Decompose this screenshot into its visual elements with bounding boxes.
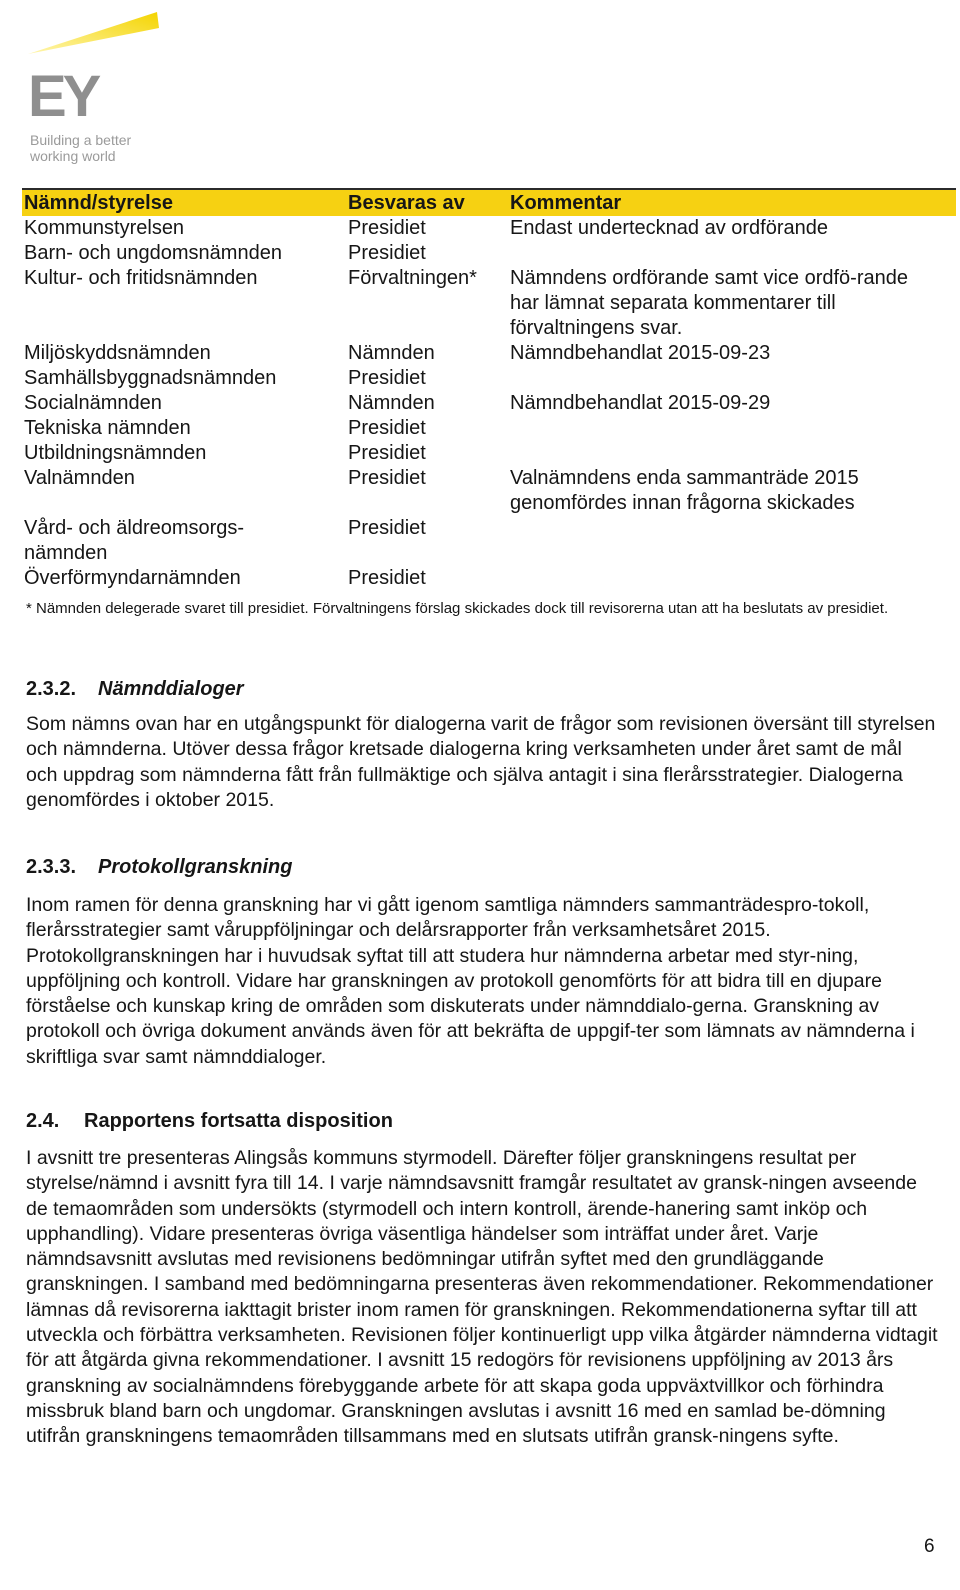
table-row — [22, 516, 956, 566]
table-row — [22, 241, 956, 266]
table-row — [22, 566, 956, 591]
table-row — [22, 341, 956, 366]
cell-kommentar: Nämndens ordförande samt vice ordfö-rande har lämnat separata kommentarer till förvaltningens svar. — [510, 267, 908, 339]
table-row — [22, 216, 956, 241]
cell-namnd: Överförmyndarnämnden — [24, 567, 241, 589]
section-number: 2.3.3. — [26, 856, 77, 878]
header-namnd: Nämnd/styrelse — [24, 192, 173, 214]
section-number: 2.3.2. — [26, 678, 77, 700]
section-title: Nämnddialoger — [98, 678, 244, 700]
cell-besvaras: Nämnden — [348, 342, 435, 364]
cell-namnd: Kultur- och fritidsnämnden — [24, 267, 258, 289]
cell-besvaras: Presidiet — [348, 242, 426, 264]
ey-logo — [22, 6, 182, 166]
table-row — [22, 466, 956, 516]
cell-namnd: Tekniska nämnden — [24, 417, 191, 439]
section-number: 2.4. — [26, 1110, 60, 1132]
cell-namnd: Socialnämnden — [24, 392, 162, 414]
header-besvaras: Besvaras av — [348, 192, 465, 214]
cell-namnd: Samhällsbyggnadsnämnden — [24, 367, 277, 389]
cell-kommentar: Endast undertecknad av ordförande — [510, 217, 828, 239]
cell-besvaras: Nämnden — [348, 392, 435, 414]
section-paragraph: I avsnitt tre presenteras Alingsås kommuns styrmodell. Därefter följer granskningens resultat per styrelse/nämnd i avsnitt fyra till 14. I varje nämndsavsnitt framgår resultatet av gransk-ningen avseende de temaområden som undersökts (styrmodell och intern kontroll, ärende-hanering samt inköp och upphandling). Vidare presenteras övriga väsentliga händelser som inträffat under året. Varje nämndsavsnitt avslutas med revisionens bedömningar utifrån syftet med den grundläggande granskningen. I samband med bedömningarna presenteras även rekommendationer. Rekommendationer lämnas då revisorerna iakttagit brister inom ramen för granskningen. Rekommendationerna syftar till att utveckla och förbättra verksamheten. Revisionen följer kontinuerligt upp vilka åtgärder nämnderna vidtagit för att åtgärda givna rekommendationer. I avsnitt 15 redogörs för revisionens uppföljning av 2013 års granskning av socialnämndens förebyggande arbete för att skapa goda uppväxtvillkor och förhindra missbruk bland barn och ungdomar. Granskningen avslutas i avsnitt 16 med en samlad be-dömning utifrån granskningens temaområden tillsammans med en slutsats utifrån gransk-ningens syfte. — [26, 1147, 938, 1448]
section-heading — [26, 678, 244, 701]
table-row — [22, 391, 956, 416]
table-row — [22, 416, 956, 441]
cell-kommentar: Nämndbehandlat 2015-09-29 — [510, 392, 771, 414]
cell-namnd: Miljöskyddsnämnden — [24, 342, 211, 364]
cell-besvaras: Presidiet — [348, 442, 426, 464]
ey-logo-text: EY — [28, 64, 98, 129]
section-heading — [26, 856, 292, 879]
cell-namnd: Kommunstyrelsen — [24, 217, 185, 239]
section-title: Rapportens fortsatta disposition — [84, 1110, 393, 1132]
cell-namnd: Utbildningsnämnden — [24, 442, 207, 464]
cell-namnd: Barn- och ungdomsnämnden — [24, 242, 282, 264]
section-paragraph: Inom ramen för denna granskning har vi gått igenom samtliga nämnders sammanträdespro-tokoll, flerårsstrategier samt våruppföljningar och delårsrapporter från verksamhetsåret 2015. Protokollgranskningen har i huvudsak syftat till att studera hur nämnderna arbetar med styr-ning, uppföljning och kontroll. Vidare har granskningen av protokoll genomförts för att bidra till en djupare förståelse och kunskap kring de områden som diskuterats under nämnddialo-gerna. Granskning av protokoll och övriga dokument används även för att bekräfta de uppgif-ter som lämnats av nämnderna i skriftliga svar samt nämnddialoger. — [26, 894, 915, 1068]
cell-besvaras: Presidiet — [348, 217, 426, 239]
cell-besvaras: Presidiet — [348, 567, 426, 589]
tagline-line-1: Building a better — [30, 132, 132, 148]
cell-kommentar: Nämndbehandlat 2015-09-23 — [510, 342, 771, 364]
table-row — [22, 366, 956, 391]
cell-kommentar: Valnämndens enda sammanträde 2015 genomfördes innan frågorna skickades — [510, 467, 859, 514]
section-paragraph: Som nämns ovan har en utgångspunkt för dialogerna varit de frågor som revisionen översänt till styrelsen och nämnderna. Utöver dessa frågor kretsade dialogerna kring verksamheten under året samt de mål och uppdrag som nämnderna fått från fullmäktige och själva antagit i sina flerårsstrategier. Dialogerna genomfördes i oktober 2015. — [26, 713, 936, 811]
table-header — [22, 188, 956, 216]
section-title: Protokollgranskning — [98, 856, 293, 878]
cell-besvaras: Presidiet — [348, 467, 426, 489]
table-footnote: * Nämnden delegerade svaret till presidiet. Förvaltningens förslag skickades dock till revisorerna utan att ha beslutats av presidiet. — [26, 600, 889, 617]
page-number: 6 — [924, 1536, 935, 1557]
cell-besvaras: Förvaltningen* — [348, 267, 477, 289]
cell-namnd: Vård- och äldreomsorgs-nämnden — [24, 517, 245, 564]
cell-besvaras: Presidiet — [348, 367, 426, 389]
table-row — [22, 266, 956, 341]
response-table — [22, 188, 956, 591]
tagline-line-2: working world — [30, 148, 116, 164]
cell-namnd: Valnämnden — [24, 467, 135, 489]
header-kommentar: Kommentar — [510, 192, 622, 214]
table-row — [22, 441, 956, 466]
ey-tagline — [30, 132, 170, 164]
cell-besvaras: Presidiet — [348, 417, 426, 439]
cell-besvaras: Presidiet — [348, 517, 426, 539]
section-heading — [26, 1110, 393, 1133]
